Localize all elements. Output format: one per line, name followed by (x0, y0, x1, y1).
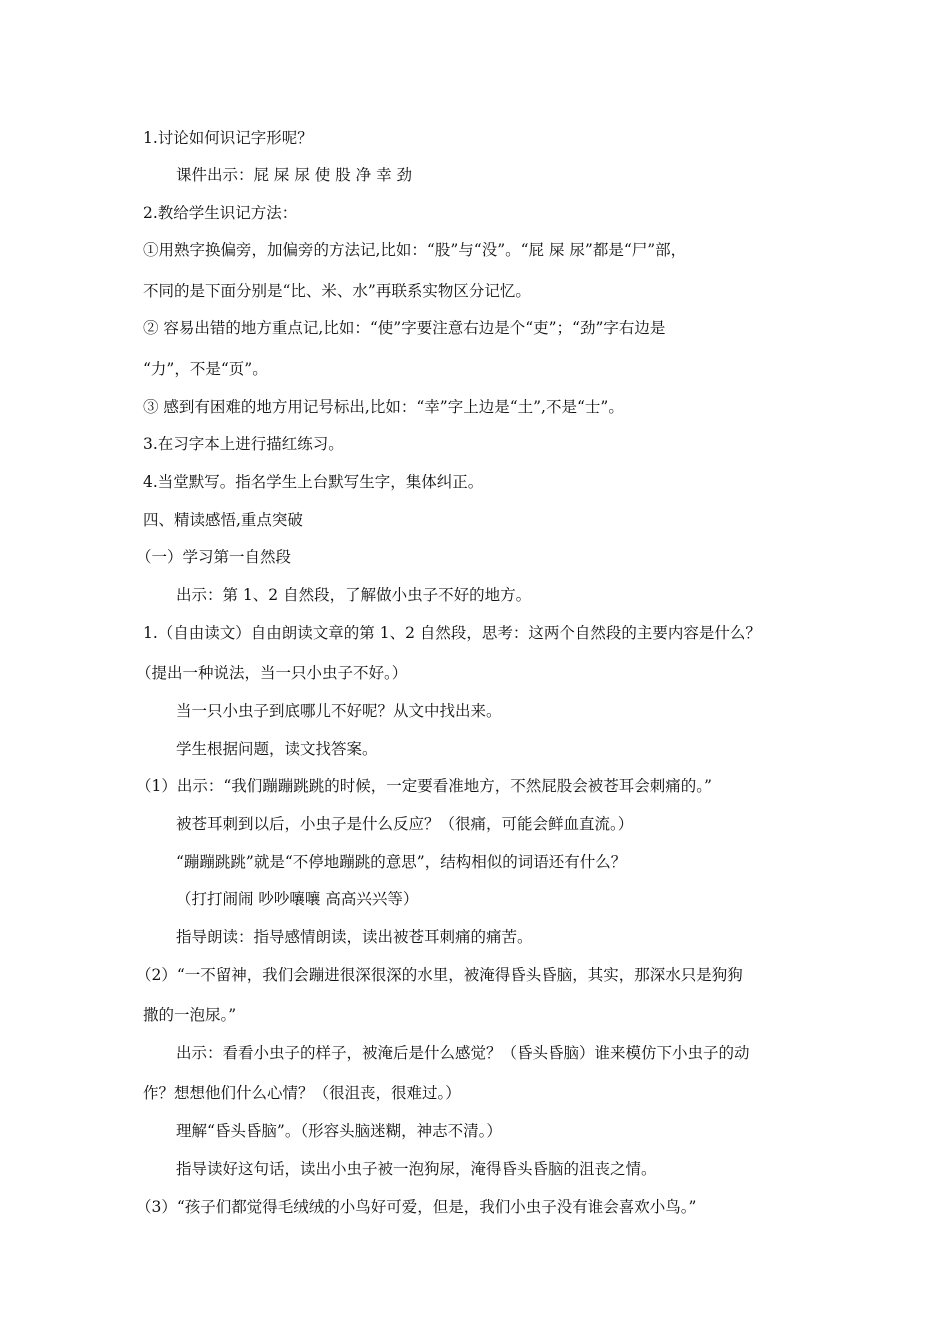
quote-2-explain: 理解“昏头昏脑”。（形容头脑迷糊，神志不清。） (176, 1122, 502, 1140)
method-1-line-2: 不同的是下面分别是“比、米、水”再联系实物区分记忆。 (143, 282, 531, 300)
courseware-characters: 课件出示：屁 屎 尿 使 股 净 幸 劲 (176, 166, 412, 184)
quote-3: （3）“孩子们都觉得毛绒绒的小鸟好可爱，但是，我们小虫子没有谁会喜欢小鸟。” (136, 1198, 697, 1216)
method-2-line-1: ② 容易出错的地方重点记,比如：“使”字要注意右边是个“吏”；“劲”字右边是 (143, 319, 666, 337)
free-reading-question: 1.（自由读文）自由朗读文章的第 1、2 自然段，思考：这两个自然段的主要内容是什么？ (143, 624, 761, 642)
step-2-heading: 2.教给学生识记方法： (143, 204, 298, 222)
quote-2-line-1: （2）“一不留神，我们会蹦进很深很深的水里，被淹得昏头昏脑，其实，那深水只是狗狗 (136, 966, 743, 984)
method-3: ③ 感到有困难的地方用记号标出,比如：“幸”字上边是“土”,不是“士”。 (143, 398, 624, 416)
subsection-1-heading: （一）学习第一自然段 (136, 548, 292, 566)
students-find-answer: 学生根据问题，读文找答案。 (176, 740, 378, 758)
show-paragraphs: 出示：第 1、2 自然段，了解做小虫子不好的地方。 (176, 586, 532, 604)
step-4: 4.当堂默写。指名学生上台默写生字，集体纠正。 (143, 473, 484, 491)
step-1-heading: 1.讨论如何识记字形呢？ (143, 129, 313, 147)
quote-1-word-structure: “蹦蹦跳跳”就是“不停地蹦跳的意思”，结构相似的词语还有什么？ (176, 853, 627, 871)
quote-2-line-2: 撒的一泡尿。” (143, 1006, 237, 1024)
quote-1-word-examples: （打打闹闹 吵吵嚷嚷 高高兴兴等） (176, 890, 419, 908)
method-1-line-1: ①用熟字换偏旁，加偏旁的方法记,比如：“股”与“没”。“屁 屎 尿”都是“尸”部， (143, 241, 687, 259)
free-reading-answer: （提出一种说法，当一只小虫子不好。） (136, 664, 408, 682)
section-4-heading: 四、精读感悟,重点突破 (143, 511, 303, 529)
quote-1-question: 被苍耳刺到以后，小虫子是什么反应？（很痛，可能会鲜血直流。） (176, 815, 634, 833)
quote-1-reading-guide: 指导朗读：指导感情朗读，读出被苍耳刺痛的痛苦。 (176, 928, 533, 946)
method-2-line-2: “力”，不是“页”。 (143, 360, 268, 378)
quote-1: （1）出示：“我们蹦蹦跳跳的时候，一定要看准地方，不然屁股会被苍耳会刺痛的。” (136, 777, 712, 795)
quote-2-question-line-1: 出示：看看小虫子的样子，被淹后是什么感觉？（昏头昏脑）谁来模仿下小虫子的动 (176, 1044, 750, 1062)
step-3: 3.在习字本上进行描红练习。 (143, 435, 344, 453)
question-where-bad: 当一只小虫子到底哪儿不好呢？从文中找出来。 (176, 702, 502, 720)
quote-2-reading-guide: 指导读好这句话，读出小虫子被一泡狗尿，淹得昏头昏脑的沮丧之情。 (176, 1160, 657, 1178)
quote-2-question-line-2: 作？想想他们什么心情？（很沮丧，很难过。） (143, 1084, 461, 1102)
